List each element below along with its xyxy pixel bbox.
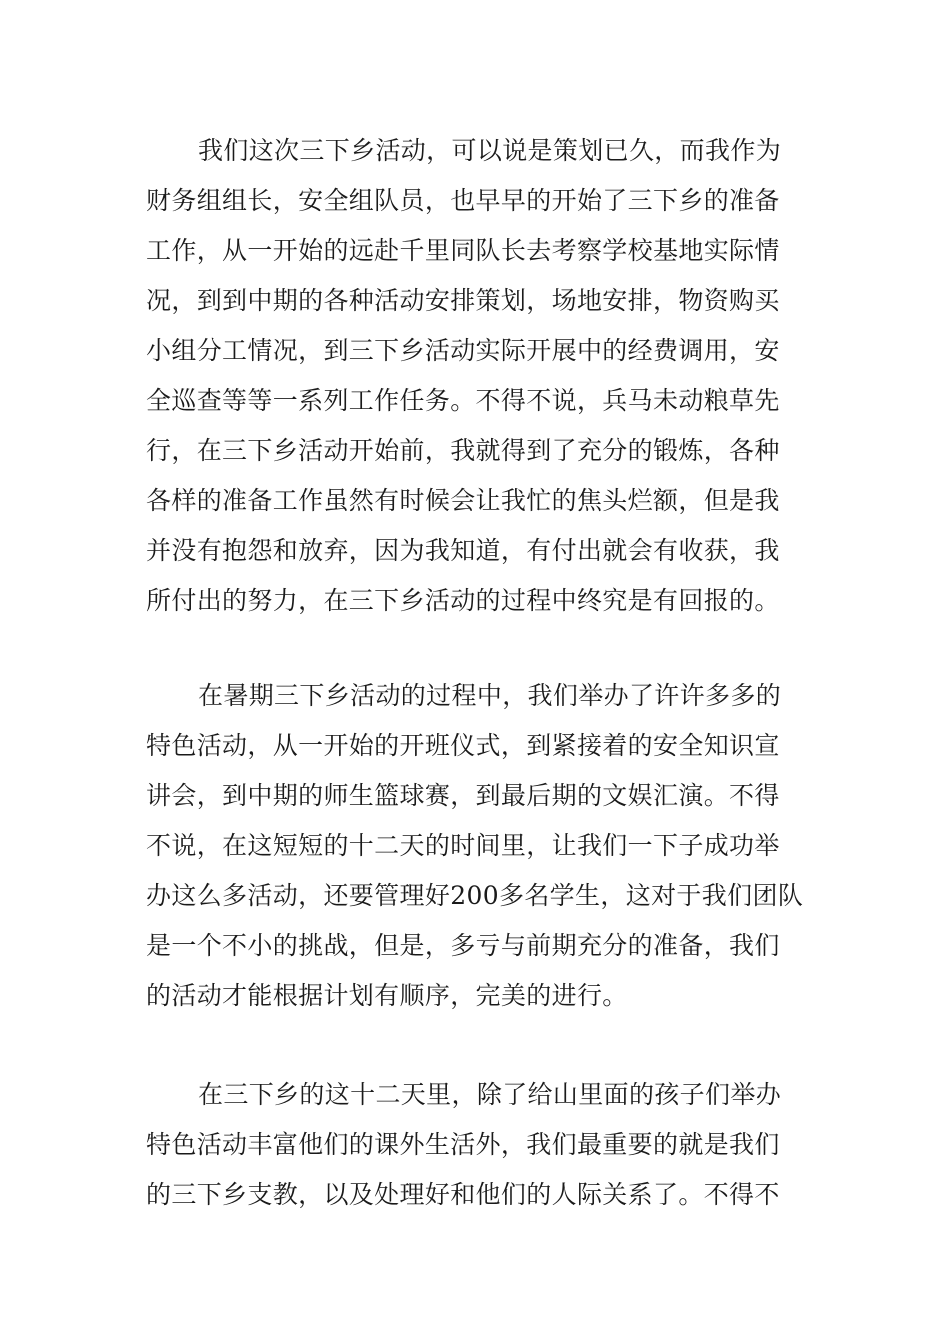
paragraph-line: 办这么多活动，还要管理好200多名学生，这对于我们团队: [146, 881, 804, 910]
paragraph-line: 的活动才能根据计划有顺序，完美的进行。: [146, 981, 628, 1010]
paragraph-line: 所付出的努力，在三下乡活动的过程中终究是有回报的。: [146, 586, 780, 615]
paragraph-line: 况，到到中期的各种活动安排策划，场地安排，物资购买: [146, 286, 780, 315]
paragraph-line: 全巡查等等一系列工作任务。不得不说，兵马未动粮草先: [146, 386, 780, 415]
paragraph-line: 工作，从一开始的远赴千里同队长去考察学校基地实际情: [146, 236, 780, 265]
paragraph-line: 的三下乡支教，以及处理好和他们的人际关系了。不得不: [146, 1180, 780, 1209]
paragraph-1: [146, 126, 781, 626]
paragraph-line: 特色活动，从一开始的开班仪式，到紧接着的安全知识宣: [146, 731, 780, 760]
paragraph-line: 并没有抱怨和放弃，因为我知道，有付出就会有收获，我: [146, 536, 780, 565]
paragraph-3: [146, 1070, 781, 1220]
paragraph-2: [146, 671, 803, 1021]
paragraph-line: 特色活动丰富他们的课外生活外，我们最重要的就是我们: [146, 1130, 780, 1159]
paragraph-line: 小组分工情况，到三下乡活动实际开展中的经费调用，安: [146, 336, 780, 365]
paragraph-line: 财务组组长，安全组队员，也早早的开始了三下乡的准备: [146, 186, 780, 215]
paragraph-line: 不说，在这短短的十二天的时间里，让我们一下子成功举: [146, 831, 780, 860]
paragraph-line: 讲会，到中期的师生篮球赛，到最后期的文娱汇演。不得: [146, 781, 780, 810]
paragraph-line: 在三下乡的这十二天里，除了给山里面的孩子们举办: [198, 1080, 782, 1109]
paragraph-line: 在暑期三下乡活动的过程中，我们举办了许许多多的: [198, 681, 782, 710]
paragraph-line: 我们这次三下乡活动，可以说是策划已久，而我作为: [198, 136, 782, 165]
paragraph-line: 行，在三下乡活动开始前，我就得到了充分的锻炼，各种: [146, 436, 780, 465]
paragraph-line: 是一个不小的挑战，但是，多亏与前期充分的准备，我们: [146, 931, 780, 960]
paragraph-line: 各样的准备工作虽然有时候会让我忙的焦头烂额，但是我: [146, 486, 780, 515]
